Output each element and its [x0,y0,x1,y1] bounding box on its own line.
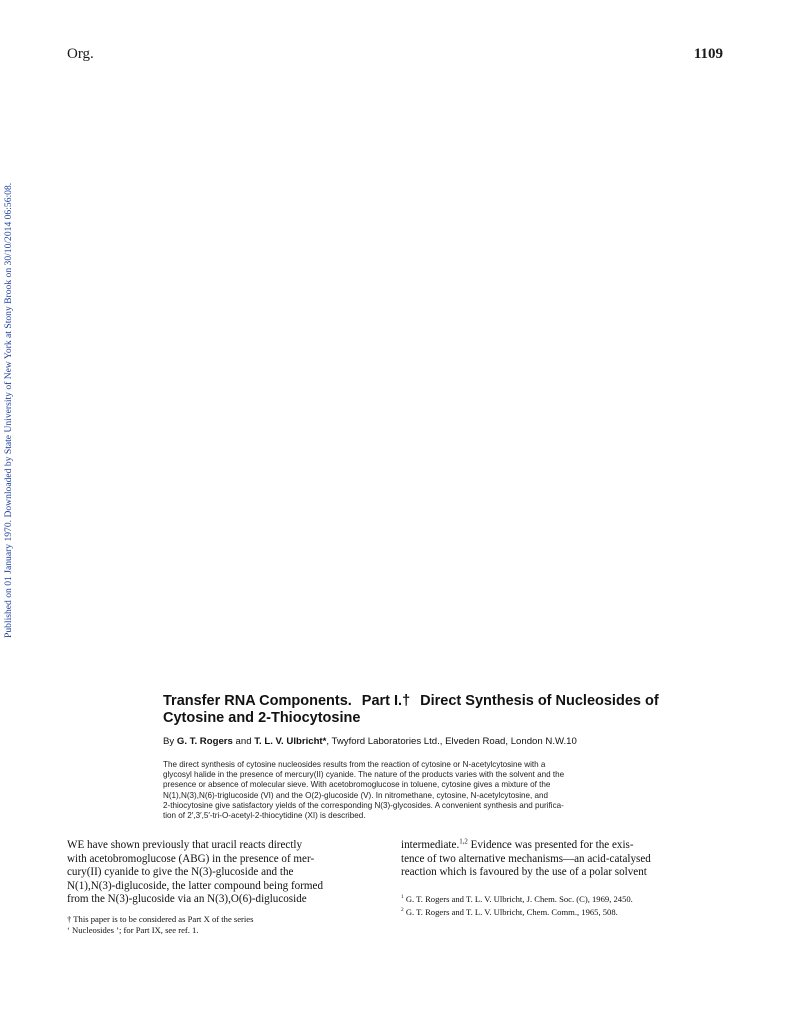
body-column-left [67,839,384,907]
footnote-line: ‘ Nucleosides ’; for Part IX, see ref. 1. [67,924,199,935]
body-line: WE have shown previously that uracil reacts directly [67,839,303,851]
byline-by: By [163,736,175,747]
abstract-line: tion of 2′,3′,5′-tri-O-acetyl-2-thiocytidine (XI) is described. [163,811,366,821]
body-line: with acetobromoglucose (ABG) in the presence of mer- [67,852,315,865]
reference-item [401,894,723,905]
reference-number: 2 [401,906,404,913]
reference-text: G. T. Rogers and T. L. V. Ulbricht, Chem. Comm., 1965, 508. [403,906,618,917]
journal-name: Org. [67,46,94,62]
body-line: from the N(3)-glucoside via an N(3),O(6)-diglucoside [67,893,307,906]
byline [163,736,733,747]
body-line: tence of two alternative mechanisms—an acid-catalysed [401,852,651,865]
abstract-line: The direct synthesis of cytosine nucleosides results from the reaction of cytosine or N-acetylcytosine with a [163,760,546,769]
footnote-line: † This paper is to be considered as Part X of the series [67,914,254,924]
article-title [163,693,743,727]
abstract-line: glycosyl halide in the presence of mercury(II) cyanide. The nature of the products varies with the solvent and the [163,770,565,780]
title-part2: Part I.† [361,693,411,709]
body-line: cury(II) cyanide to give the N(3)-glucoside and the [67,866,294,879]
body-text: Evidence was presented for the exis- [467,839,634,851]
reference-item [401,907,723,918]
abstract-line: N(1),N(3),N(6)-triglucoside (VI) and the O(2)-glucoside (V). In nitromethane, cytosine, N-acetylcytosine, and [163,790,549,800]
body-line [401,839,723,853]
references [401,894,723,919]
sidebar-container [2,138,16,638]
title-part1: Transfer RNA Components. [163,693,352,709]
reference-number: 1 [401,894,404,901]
reference-marks[interactable]: 1,2 [459,838,468,846]
body-line: reaction which is favoured by the use of a polar solvent [401,866,647,879]
body-text: intermediate. [401,839,460,851]
affiliation: , Twyford Laboratories Ltd., Elveden Road, London N.W.10 [326,736,577,747]
abstract-line: presence or absence of molecular sieve. With acetobromoglucose in toluene, cytosine gives a mixture of the [163,780,551,790]
footnote-left [67,914,384,935]
title-part3: Direct Synthesis of Nucleosides of [420,693,659,709]
abstract [163,760,726,821]
abstract-line: 2-thiocytosine give satisfactory yields of the corresponding N(3)-glycosides. A convenient synthesis and purifica- [163,800,564,810]
publication-notice-link[interactable]: Published on 01 January 1970. Downloaded by State University of New York at Stony Brook on 30/10/2014 06:56:08. [3,182,14,638]
body-column-right [401,839,723,880]
page-number: 1109 [693,46,723,62]
author-2: T. L. V. Ulbricht* [254,736,327,747]
body-line: N(1),N(3)-diglucoside, the latter compound being formed [67,879,324,892]
author-1: G. T. Rogers [176,736,233,747]
title-line2: Cytosine and 2-Thiocytosine [163,710,361,726]
byline-and: and [235,736,252,747]
reference-text: G. T. Rogers and T. L. V. Ulbricht, J. Chem. Soc. (C), 1969, 2450. [403,894,633,904]
